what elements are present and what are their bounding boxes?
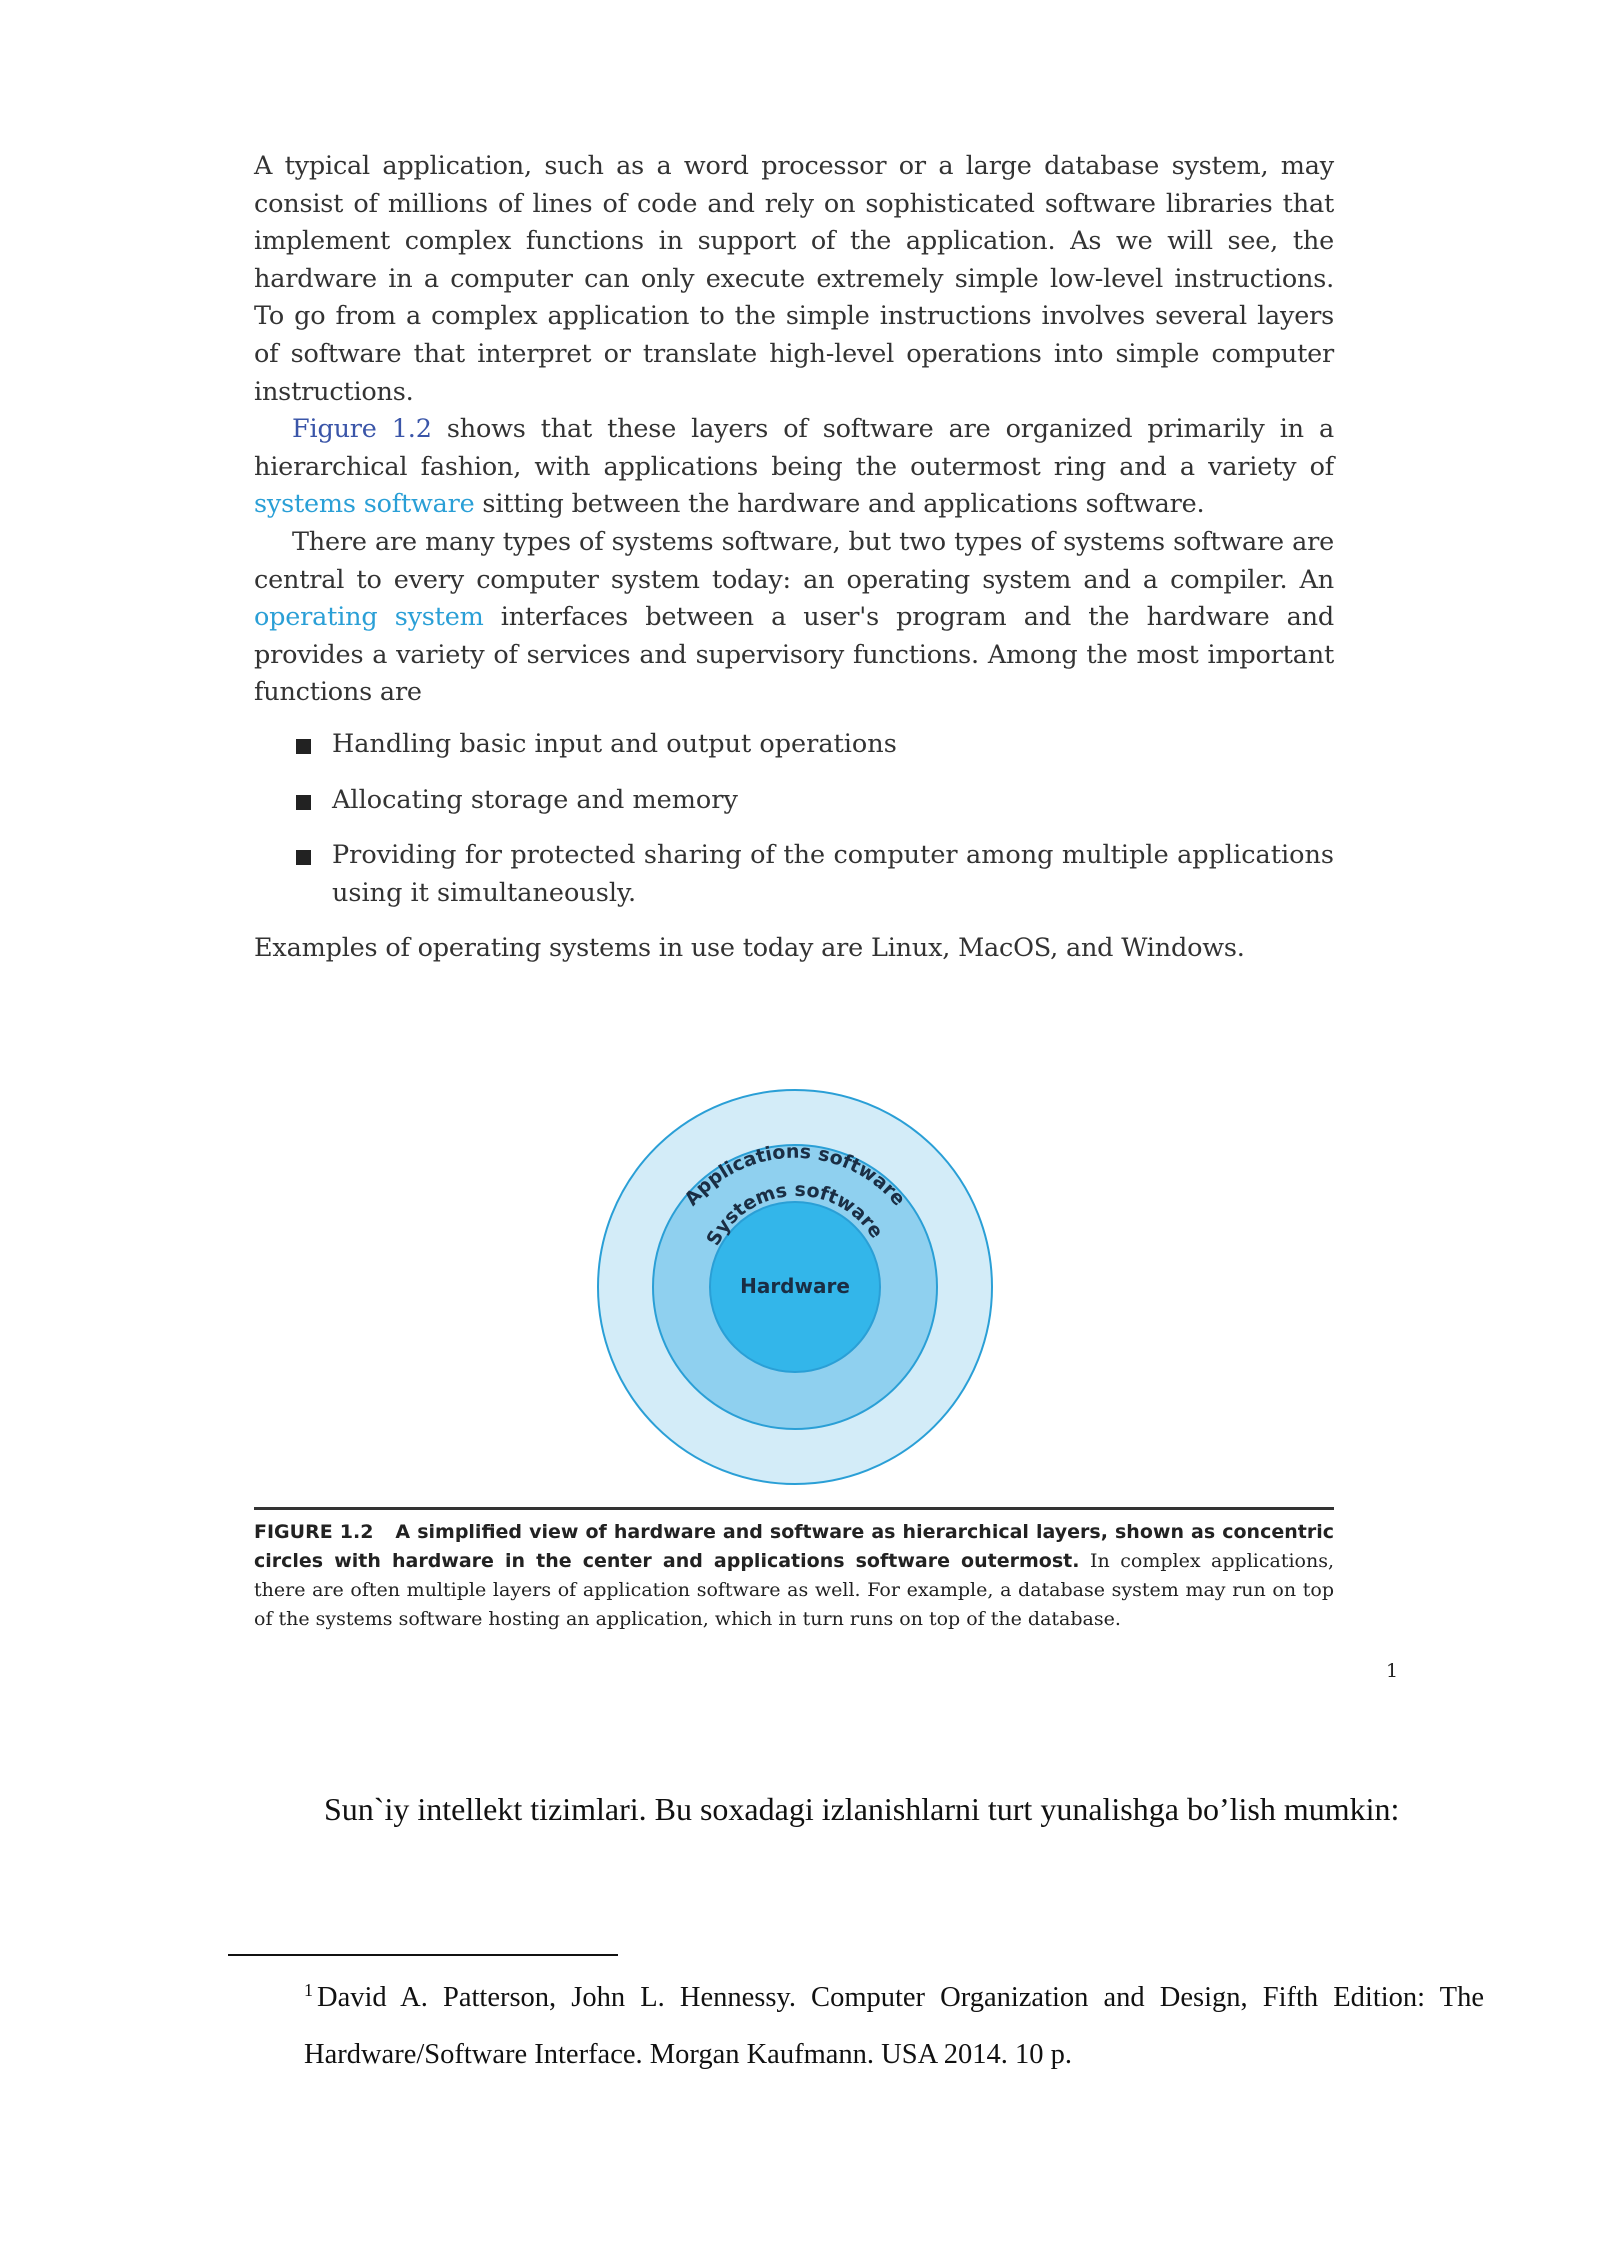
- footnote-separator: [228, 1954, 618, 1956]
- paragraph-figure-reference: [254, 411, 1334, 524]
- operating-system-term[interactable]: operating system: [254, 602, 484, 633]
- paragraph-systems-software: [254, 524, 1334, 712]
- paragraph-text: interfaces between a user's program and the hardware and provides a variety of services and supervisory functions. Among the most important functions are: [254, 602, 1335, 708]
- list-item: Providing for protected sharing of the computer among multiple applications using it simultaneously.: [254, 837, 1334, 912]
- footnote-text: David A. Patterson, John L. Hennessy. Computer Organization and Design, Fifth Edition: The Hardware/Software Interface. Morgan Kaufmann. USA 2014. 10 p.: [304, 1982, 1484, 2070]
- figure-caption-rule: [254, 1507, 1334, 1510]
- list-item: Allocating storage and memory: [254, 782, 1334, 820]
- scanned-book-excerpt: [254, 148, 1334, 968]
- applications-software-label: Applications software: [680, 1140, 910, 1211]
- paragraph-text: sitting between the hardware and applications software.: [474, 489, 1205, 520]
- paragraph-text: shows that these layers of software are organized primarily in a hierarchical fashion, with applications being the outermost ring and a variety of: [254, 414, 1334, 482]
- main-paragraph: Sun`iy intellekt tizimlari. Bu soxadagi izlanishlarni turt yunalishga bo’lish mumkin:: [324, 1791, 1400, 1827]
- figure-link[interactable]: Figure 1.2: [292, 414, 432, 445]
- paragraph-text: There are many types of systems software, but two types of systems software are central to every computer system today: an operating system and a compiler. An: [254, 526, 1334, 595]
- footnote: [228, 1962, 1484, 2083]
- caption-text: In complex applications, there are often multiple layers of application software as well. For example, a database system may run on top of the systems software hosting an application, which in turn runs on top of the database.: [254, 1550, 1335, 1630]
- paragraph-typical-application: A typical application, such as a word processor or a large database system, may consist of millions of lines of code and rely on sophisticated software libraries that implement complex functions in support of the application. As we will see, the hardware in a computer can only execute extremely simple low-level instructions. To go from a complex application to the simple instructions involves several layers of software that interpret or translate high-level operations into simple computer instructions.: [254, 151, 1334, 407]
- systems-software-label: Systems software: [702, 1178, 888, 1250]
- figure-label: FIGURE 1.2: [254, 1521, 374, 1543]
- hardware-label: Hardware: [740, 1274, 850, 1298]
- list-item: Handling basic input and output operations: [254, 726, 1334, 764]
- figure-caption: [254, 1518, 1334, 1634]
- caption-bold-text: A simplified view of hardware and software as hierarchical layers, shown as concentric circles with hardware in the center and applications software outermost.: [254, 1521, 1334, 1572]
- paragraph-os-examples: Examples of operating systems in use today are Linux, MacOS, and Windows.: [254, 933, 1245, 964]
- systems-software-term[interactable]: systems software: [254, 489, 475, 520]
- footnote-number: 1: [304, 1980, 313, 2000]
- footnote-reference-marker[interactable]: 1: [1386, 1660, 1399, 1682]
- concentric-layers-figure: [590, 1082, 1000, 1492]
- os-functions-list: [254, 726, 1334, 912]
